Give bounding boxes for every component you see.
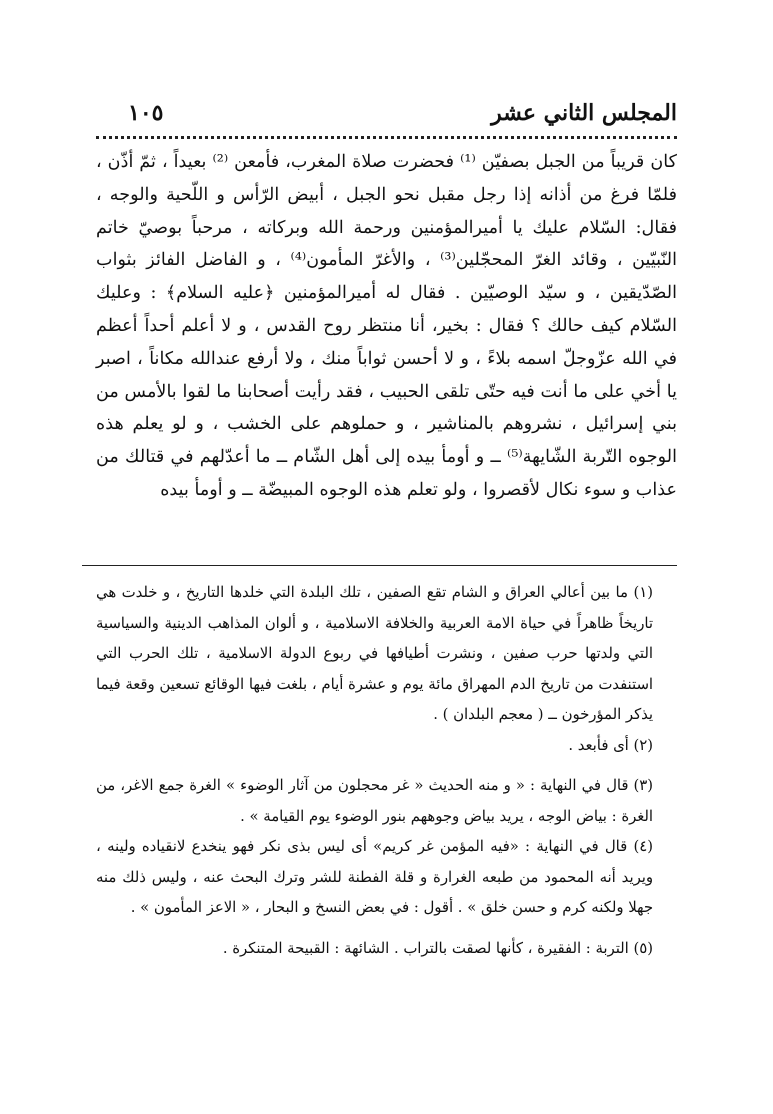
footnote-1: (١) ما بين أعالي العراق و الشام تقع الصفين ، تلك البلدة التي خلدها التاريخ ، و خلدت هي تاريخاً ظاهراً في حياة الامة العربية والخلافة الاسلامية ، و ألوان المذاهب الدينية والسياسية التي ولدتها حرب صفين ، ونشرت أطيافها في ربوع الدولة الاسلامية ، تلك الحرب التي استنفدت من تاريخ الدم المهراق مائة يوم و عشرة أيام ، بلغت فيها الوقائع تسعين وقعة فيما يذكر المؤرخون ــ ( معجم البلدان ) . xyxy=(96,584,653,723)
footnote-3: (٣) قال في النهاية : « و منه الحديث « غر محجلون من آثار الوضوء » الغرة جمع الاغر، من الغرة : بياض الوجه ، يريد بياض وجوههم بنور الوضوء يوم القيامة » . xyxy=(96,777,653,825)
footnote-4: (٤) قال في النهاية : «فيه المؤمن غر كريم» أى ليس بذى نكر فهو ينخدع لانقياده ولينه ، ويريد أنه المحمود من طبعه الغرارة و قلة الفطنة للشر وترك البحث عنه ، وليس ذلك منه جهلا ولكنه كرم و حسن خلق » . أقول : في بعض النسخ و البحار ، « الاعز المأمون » . xyxy=(96,838,653,916)
footnote-2: (٢) أى فأبعد . xyxy=(568,736,653,754)
footnote-separator xyxy=(82,565,677,566)
footnote-5: (٥) التربة : الفقيرة ، كأنها لصقت بالتراب . الشائهة : القبيحة المتنكرة . xyxy=(222,939,653,957)
page-number: ١٠٥ xyxy=(128,100,164,126)
main-paragraph: كان قريباً من الجبل بصفيّن ⁽¹⁾ فحضرت صلاة المغرب، فأمعن ⁽²⁾ بعيداً ، ثمّ أذّن ، فلمّا فرغ من أذانه إذا رجل مقبل نحو الجبل ، أبيض الرّأس و اللّحية والوجه ، فقال: السّلام عليك يا أميرالمؤمنين ورحمة الله وبركاته ، مرحباً بوصيّ خاتم النّبيّين ، وقائد الغرّ المحجّلين⁽³⁾ ، والأغرّ المأمون⁽⁴⁾ ، و الفاضل الفائز بثواب الصّدّيقين ، و سيّد الوصيّين . فقال له أميرالمؤمنين ﴿عليه السلام﴾ : وعليك السّلام كيف حالك ؟ فقال : بخير، أنا منتظر روح القدس ، و لا أعلم أحداً أعظم في الله عزّوجلّ اسمه بلاءً ، و لا أحسن ثواباً منك ، ولا أرفع عندالله مكاناً ، اصبر يا أخي على ما أنت فيه حتّى تلقى الحبيب ، فقد رأيت أصحابنا ما لقوا بالأمس من بني إسرائيل ، نشروهم بالمناشير ، و حملوهم على الخشب ، و لو يعلم هذه الوجوه التّربة الشّايهة⁽⁵⁾ ــ و أومأ بيده إلى أهل الشّام ــ ما أعدّلهم في قتالك من عذاب و سوء نكال لأقصروا ، ولو تعلم هذه الوجوه المبيضّة ــ و أومأ بيده xyxy=(96,152,677,500)
footnotes xyxy=(96,578,677,964)
page-header xyxy=(96,96,677,134)
running-title: المجلس الثاني عشر xyxy=(491,100,677,126)
header-dotted-rule xyxy=(96,136,677,139)
main-text xyxy=(96,146,677,507)
